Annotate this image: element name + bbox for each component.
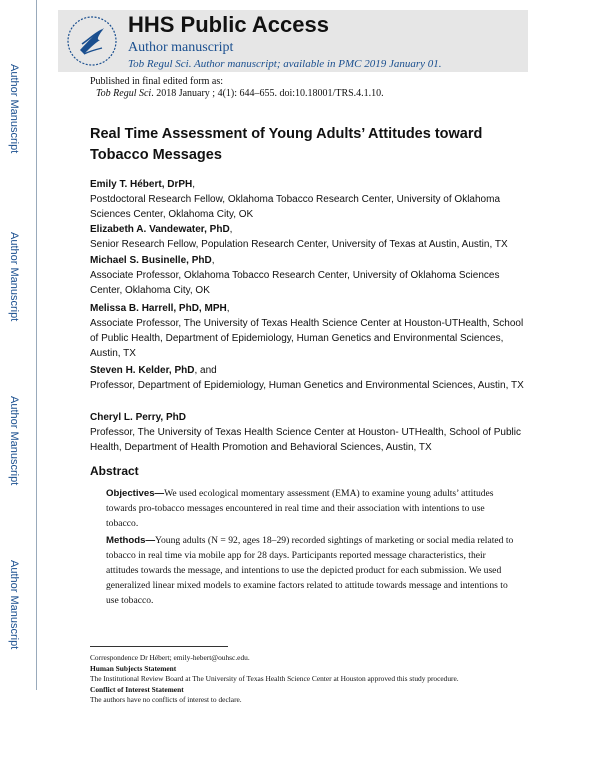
- author-affiliation: Associate Professor, The University of Texas Health Science Center at Houston-UTHealth, School of Public Health, Department of Epidemiology, Human Genetics and Environmental Sciences, Austin, TX: [90, 318, 524, 359]
- footnote-hs-heading: Human Subjects Statement: [90, 664, 177, 673]
- footnote-coi-heading: Conflict of Interest Statement: [90, 685, 184, 694]
- publication-citation: Tob Regul Sci. 2018 January ; 4(1): 644–655. doi:10.18001/TRS.4.1.10.: [96, 88, 384, 99]
- author-block: [90, 410, 530, 455]
- author-affiliation: Postdoctoral Research Fellow, Oklahoma Tobacco Research Center, University of Oklahoma Sciences Center, Oklahoma City, OK: [90, 194, 501, 220]
- published-in: Published in final edited form as:: [90, 76, 224, 87]
- footnote-divider: [90, 646, 228, 647]
- sidebar-divider: [36, 0, 37, 690]
- header-subtitle: Author manuscript: [128, 40, 234, 55]
- author-name: Emily T. Hébert, DrPH: [90, 179, 193, 190]
- author-block: Michael S. Businelle, PhD, Associate Professor, Oklahoma Tobacco Research Center, University of Oklahoma Sciences Center, Oklahoma City, OK: [90, 255, 500, 296]
- author-name: Elizabeth A. Vandewater, PhD: [90, 224, 230, 235]
- author-block: Melissa B. Harrell, PhD, MPH, Associate Professor, The University of Texas Health Science Center at Houston-UTHealth, School of Public Health, Department of Epidemiology, Human Genetics and Environmental Sciences, Austin, TX: [90, 303, 524, 359]
- author-name: Michael S. Businelle, PhD: [90, 255, 212, 266]
- author-block: Steven H. Kelder, PhD, and Professor, Department of Epidemiology, Human Genetics and Environmental Sciences, Austin, TX: [90, 365, 524, 391]
- abstract-heading: Abstract: [90, 464, 139, 478]
- author-name: Melissa B. Harrell, PhD, MPH: [90, 303, 227, 314]
- author-affiliation: Associate Professor, Oklahoma Tobacco Research Center, University of Oklahoma Sciences Center, Oklahoma City, OK: [90, 270, 500, 296]
- article-title: Real Time Assessment of Young Adults’ Attitudes toward Tobacco Messages: [90, 126, 483, 163]
- footnote-hs-text: The Institutional Review Board at The University of Texas Health Science Center at Houston approved this study procedure.: [90, 674, 459, 683]
- hhs-header: [58, 10, 528, 72]
- author-block: Elizabeth A. Vandewater, PhD, Senior Research Fellow, Population Research Center, University of Texas at Austin, Austin, TX: [90, 224, 508, 250]
- hhs-eagle-logo: [66, 14, 118, 68]
- header-title: HHS Public Access: [128, 12, 329, 37]
- abstract-objectives: Objectives—We used ecological momentary assessment (EMA) to examine young adults’ attitudes towards pro-tobacco messages encountered in real time and their association with intentions to use tobacco.: [106, 488, 494, 529]
- author-affiliation: Professor, The University of Texas Health Science Center at Houston- UTHealth, School of Public Health, Department of Health Promotion and Behavioral Sciences, Austin, TX: [90, 427, 521, 453]
- author-affiliation: Professor, Department of Epidemiology, Human Genetics and Environmental Sciences, Austin, TX: [90, 380, 524, 391]
- author-name: Cheryl L. Perry, PhD: [90, 412, 186, 423]
- abstract-methods: Methods—Young adults (N = 92, ages 18–29) recorded sightings of marketing or social media related to tobacco in real time via mobile app for 28 days. Participants reported message characteristics, their attitudes towards the message, and intentions to use the depicted product for each submission. We used generalized linear mixed models to examine factors related to attitude towards message and intentions to use tobacco.: [106, 535, 514, 606]
- header-citation: Tob Regul Sci. Author manuscript; available in PMC 2019 January 01.: [128, 58, 442, 70]
- author-block: Emily T. Hébert, DrPH, Postdoctoral Research Fellow, Oklahoma Tobacco Research Center, University of Oklahoma Sciences Center, Oklahoma City, OK: [90, 179, 501, 220]
- author-name: Steven H. Kelder, PhD: [90, 365, 195, 376]
- footnote-coi-text: The authors have no conflicts of interest to declare.: [90, 695, 242, 704]
- author-affiliation: Senior Research Fellow, Population Research Center, University of Texas at Austin, Austin, TX: [90, 239, 508, 250]
- footnote-correspondence: Correspondence Dr Hébert; emily-hebert@ouhsc.edu.: [90, 653, 250, 662]
